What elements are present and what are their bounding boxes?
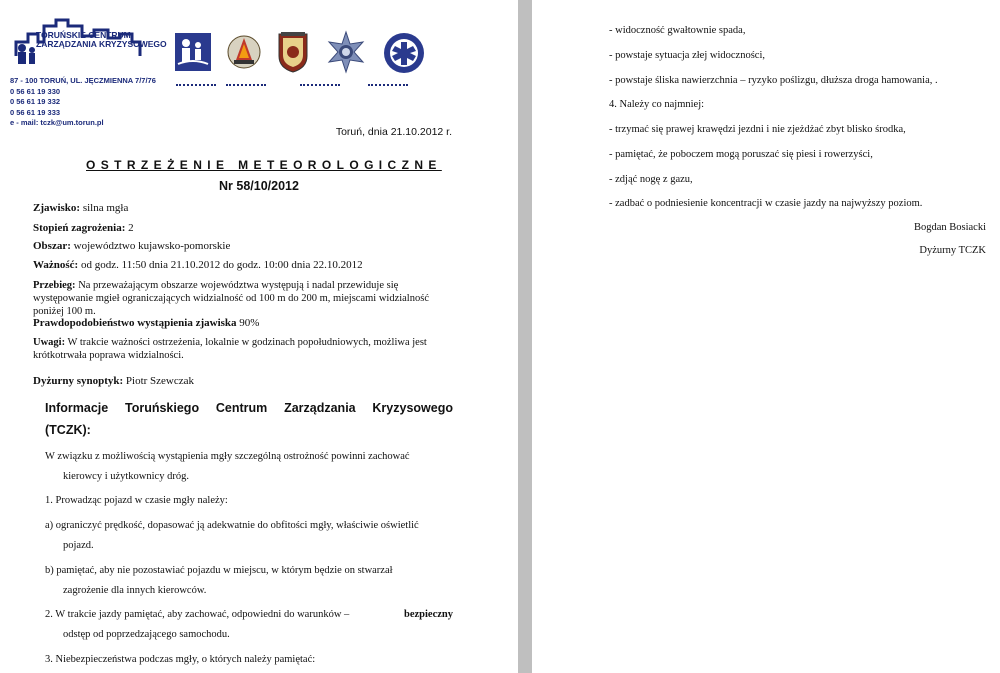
synoptic-label: Dyżurny synoptyk: (33, 375, 124, 387)
right-item-4: 4. Należy co najmniej: (609, 99, 705, 110)
field-validity (33, 259, 363, 271)
phone-3: 0 56 61 19 333 (10, 107, 61, 117)
document-page-right (532, 0, 1000, 673)
org-email: e - mail: tczk@um.torun.pl (10, 118, 104, 127)
contact-block (10, 76, 156, 129)
remarks-line-2: krótkotrwała poprawa widzialności. (33, 350, 184, 361)
tczk-heading (45, 397, 453, 441)
org-name-line2: ZARZĄDZANIA KRYZYSOWEGO (36, 39, 167, 49)
emblem-divider-4 (368, 84, 408, 89)
heading-word-2: Toruńskiego (125, 401, 200, 415)
point-2-text: 2. W trakcie jazdy pamiętać, aby zachować, odpowiedni do warunków – (45, 609, 350, 620)
emblem-divider-1 (176, 84, 216, 89)
point-3: 3. Niebezpieczeństwa podczas mgły, o których należy pamiętać: (45, 654, 316, 665)
validity-value: od godz. 11:50 dnia 21.10.2012 do godz. 10:00 dnia 22.10.2012 (80, 259, 363, 271)
point-b-line-2: zagrożenie dla innych kierowców. (63, 585, 207, 596)
remarks-line-1: W trakcie ważności ostrzeżenia, lokalnie w godzinach popołudniowych, możliwa jest (67, 337, 427, 348)
course-label: Przebieg: (33, 280, 76, 291)
family-emblem-icon (174, 32, 212, 72)
field-level (33, 222, 134, 234)
signature-role: Dyżurny TCZK (919, 245, 986, 256)
area-label: Obszar: (33, 240, 71, 252)
right-item-6: - pamiętać, że poboczem mogą poruszać się piesi i rowerzyści, (609, 149, 873, 160)
tczk-heading-line2: (TCZK): (45, 423, 91, 437)
phenomenon-value: silna mgła (82, 202, 129, 214)
point-2-bold: bezpieczny (404, 609, 453, 620)
right-item-8: - zadbać o podniesienie koncentracji w czasie jazdy na najwyższy poziom. (609, 198, 923, 209)
point-a-line-1: a) ograniczyć prędkość, dopasować ją adekwatnie do obfitości mgły, właściwie oświetlić (45, 520, 419, 531)
point-1: 1. Prowadząc pojazd w czasie mgły należy: (45, 495, 228, 506)
right-item-3: - powstaje śliska nawierzchnia – ryzyko poślizgu, dłuższa droga hamowania, . (609, 75, 938, 86)
fire-service-emblem-icon (226, 32, 262, 72)
level-value: 2 (128, 222, 134, 234)
tczk-heading-line1 (45, 397, 453, 419)
document-title: OSTRZEŻENIE METEOROLOGICZNE (86, 158, 442, 172)
remarks-label: Uwagi: (33, 337, 66, 348)
right-item-5: - trzymać się prawej krawędzi jezdni i nie zjeżdżać zbyt blisko środka, (609, 124, 906, 135)
heading-word-5: Kryzysowego (372, 401, 453, 415)
org-address: 87 - 100 TORUŃ, UL. JĘCZMIENNA 7/7/76 (10, 76, 156, 85)
probability-value: 90% (239, 317, 260, 329)
validity-label: Ważność: (33, 259, 79, 271)
field-phenomenon (33, 202, 128, 214)
point-2-line-1 (45, 609, 453, 620)
field-course (33, 279, 463, 318)
emblem-divider-2 (226, 84, 266, 89)
point-2-line-2: odstęp od poprzedzającego samochodu. (63, 629, 230, 640)
right-item-1: - widoczność gwałtownie spada, (609, 25, 746, 36)
intro-line-1: W związku z możliwością wystąpienia mgły szczególną ostrożność powinni zachować (45, 451, 410, 462)
phone-1: 0 56 61 19 330 (10, 86, 61, 96)
field-area (33, 240, 230, 252)
field-remarks (33, 336, 463, 362)
level-label: Stopień zagrożenia: (33, 222, 126, 234)
phenomenon-label: Zjawisko: (33, 202, 81, 214)
document-number: Nr 58/10/2012 (219, 179, 299, 193)
emblem-divider-3 (300, 84, 340, 89)
heading-word-1: Informacje (45, 401, 109, 415)
synoptic-value: Piotr Szewczak (125, 375, 195, 387)
course-line-3: poniżej 100 m. (33, 306, 96, 317)
police-star-icon (326, 30, 366, 74)
area-value: województwo kujawsko-pomorskie (73, 240, 231, 252)
signature-name: Bogdan Bosiacki (913, 222, 986, 233)
right-item-7: - zdjąć nogę z gazu, (609, 174, 693, 185)
point-a-line-2: pojazd. (63, 540, 94, 551)
right-item-2: - powstaje sytuacja złej widoczności, (609, 50, 765, 61)
probability-label: Prawdopodobieństwo wystąpienia zjawiska (33, 317, 237, 329)
intro-line-2: kierowcy i użytkownicy dróg. (63, 471, 189, 482)
field-synoptic (33, 375, 194, 387)
ambulance-star-of-life-icon (383, 32, 425, 74)
field-probability (33, 317, 259, 329)
heading-word-3: Centrum (215, 401, 268, 415)
heading-word-4: Zarządzania (284, 401, 356, 415)
org-name (36, 31, 167, 49)
course-line-1: Na przeważającym obszarze województwa występują i nadal przewiduje się (78, 280, 399, 291)
point-b-line-1: b) pamiętać, aby nie pozostawiać pojazdu w miejscu, w którym będzie on stwarzał (45, 565, 393, 576)
org-name-line1: TORUŃSKIE CENTRUM (36, 30, 131, 40)
place-date: Toruń, dnia 21.10.2012 r. (335, 126, 452, 138)
course-line-2: występowanie mgieł ograniczających widzialność od 100 m do 200 m, miejscami widzialność (33, 293, 429, 304)
phone-2: 0 56 61 19 332 (10, 97, 61, 106)
city-guard-emblem-icon (276, 30, 310, 74)
